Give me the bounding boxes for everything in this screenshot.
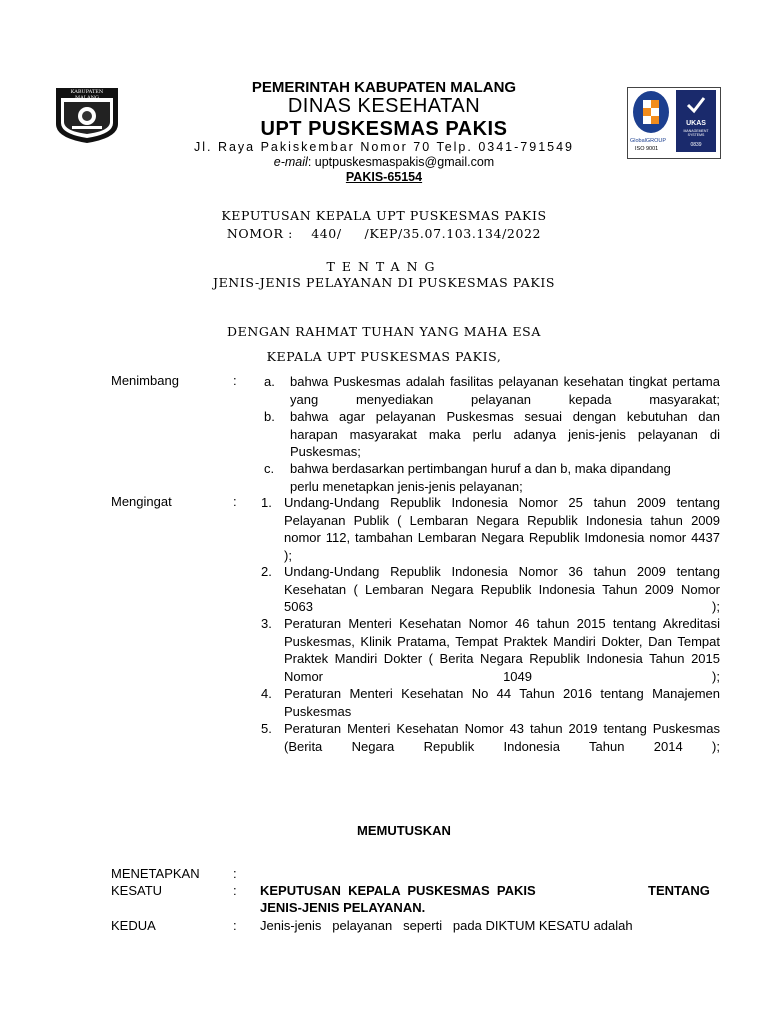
menimbang-marker-c: c. [264,461,275,476]
decree-number: NOMOR : 440/ /KEP/35.07.103.134/2022 [226,226,542,241]
mengingat-marker-4: 4. [261,686,272,701]
globalgroup-label: GlobalGROUP [630,138,667,144]
menetapkan-label: MENETAPKAN [111,866,200,881]
government-name: PEMERINTAH KABUPATEN MALANG [251,79,517,96]
decree-title: KEPUTUSAN KEPALA UPT PUSKESMAS PAKIS [221,208,547,223]
ukas-label: UKAS [686,120,706,127]
kepala-line: KEPALA UPT PUSKESMAS PAKIS, [266,349,502,364]
agency-name: DINAS KESEHATAN [287,95,481,117]
menetapkan-colon: : [233,866,237,881]
email-value: : uptpuskesmaspakis@gmail.com [307,155,495,169]
ukas-code: 0839 [690,142,702,148]
kesatu-tentang: TENTANG [648,883,710,898]
iso-label: ISO 9001 [635,146,659,152]
menimbang-item-c: bahwa berdasarkan pertimbangan huruf a dan b, maka dipandang perlu menetapkan jenis-jenis pelayanan; [290,461,671,494]
menimbang-item-a: bahwa Puskesmas adalah fasilitas pelayanan kesehatan tingkat pertama yang menyediakan pelayanan kepada masyarakat; [290,374,720,407]
mengingat-marker-1: 1. [261,495,272,510]
tentang-heading: TENTANG [326,259,442,274]
kesatu-subject: JENIS-JENIS PELAYANAN. [260,900,426,915]
mengingat-item-2: Undang-Undang Republik Indonesia Nomor 36 tahun 2009 tentang Kesehatan ( Lembaran Negara Republik Indonesia Tahun 2009 Nomor 5063 ); [284,564,720,614]
mengingat-marker-3: 3. [261,616,272,631]
kesatu-colon: : [233,883,237,898]
kesatu-label: KESATU [111,883,163,898]
mengingat-marker-2: 2. [261,564,272,579]
kedua-text: Jenis-jenis pelayanan seperti pada DIKTUM KESATU adalah [260,918,633,933]
mengingat-marker-5: 5. [261,721,272,736]
office-email [0,155,768,169]
menimbang-colon: : [233,373,237,388]
mengingat-label: Mengingat [111,494,172,509]
menimbang-marker-a: a. [264,374,275,389]
mengingat-item-1: Undang-Undang Republik Indonesia Nomor 25 tahun 2009 tentang Pelayanan Publik ( Lembaran Negara Republik Indonesia tahun 2009 nomor 112, tambahan Lembaran Negara Republik Imdonesia nomor 4437 ); [284,495,720,563]
postal-code: PAKIS-65154 [345,170,423,184]
logo-left-caption: KABUPATEN MALANG [70,89,104,101]
kesatu-text: KEPUTUSAN KEPALA PUSKESMAS PAKIS [260,883,536,898]
kedua-colon: : [233,918,237,933]
kedua-label: KEDUA [111,918,156,933]
ukas-sublabel: MANAGEMENT SYSTEMS [683,129,709,137]
mengingat-item-4: Peraturan Menteri Kesehatan No 44 Tahun 2016 tentang Manajemen Puskesmas [284,686,720,719]
menimbang-item-b: bahwa agar pelayanan Puskesmas sesuai dengan kebutuhan dan harapan masyarakat maka perlu adanya jenis-jenis pelayanan di Puskesmas; [290,409,720,459]
menimbang-label: Menimbang [111,373,179,388]
mengingat-item-3: Peraturan Menteri Kesehatan Nomor 46 tahun 2015 tentang Akreditasi Puskesmas, Klinik Pratama, Tempat Praktek Mandiri Dokter, Dan Tempat Praktek Mandiri Dokter ( Berita Negara Republik Indonesia Tahun 2015 Nomor 1049 ); [284,616,720,684]
email-label: e-mail [273,155,308,169]
rahmat-line: DENGAN RAHMAT TUHAN YANG MAHA ESA [227,324,541,339]
office-address: Jl. Raya Pakiskembar Nomor 70 Telp. 0341-791549 [193,140,575,154]
office-name: UPT PUSKESMAS PAKIS [260,118,508,140]
menimbang-marker-b: b. [264,409,275,424]
memutuskan-heading: MEMUTUSKAN [357,823,451,838]
mengingat-colon: : [233,494,237,509]
decree-subject: JENIS-JENIS PELAYANAN DI PUSKESMAS PAKIS [212,275,556,290]
mengingat-item-5: Peraturan Menteri Kesehatan Nomor 43 tahun 2019 tentang Puskesmas (Berita Negara Republik Indonesia Tahun 2014 ); [284,721,720,754]
